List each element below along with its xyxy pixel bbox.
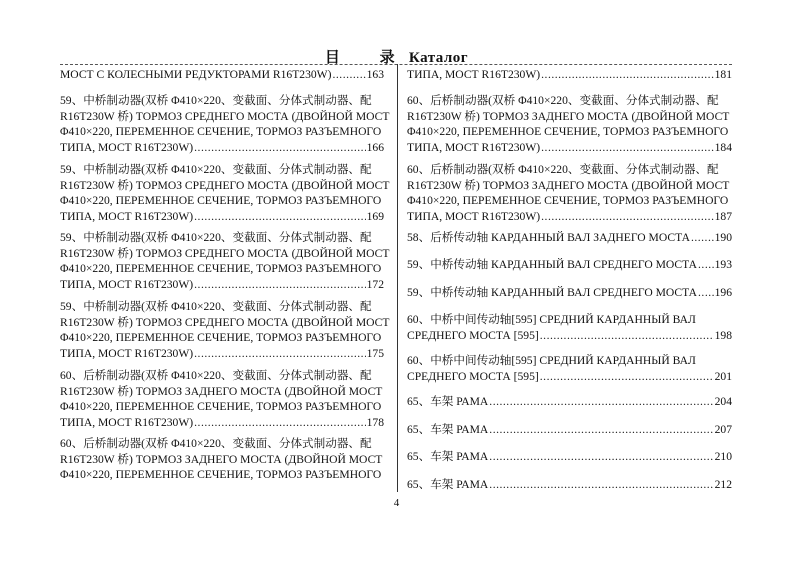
toc-entry[interactable] — [60, 67, 384, 83]
toc-entry-text: ТИПА, МОСТ R16T230W) — [407, 140, 541, 154]
toc-entry-line: 60、后桥制动器(双桥 Φ410×220、变截面、分体式制动器、配 — [407, 163, 719, 176]
toc-entry[interactable] — [407, 394, 732, 410]
toc-entry-line: 60、后桥制动器(双桥 Φ410×220、变截面、分体式制动器、配 — [60, 369, 372, 382]
dot-leader — [194, 415, 365, 431]
toc-page-number: 184 — [714, 140, 732, 154]
dot-leader — [489, 477, 713, 493]
toc-entry[interactable] — [60, 162, 390, 224]
toc-entry[interactable] — [60, 299, 390, 361]
dot-leader — [540, 328, 714, 344]
toc-entry[interactable] — [407, 162, 732, 224]
toc-entry-line: Φ410×220, ПЕРЕМЕННОЕ СЕЧЕНИЕ, ТОРМОЗ РАЗЪЕМНОГО — [407, 125, 729, 138]
toc-entry-line: 60、中桥中间传动轴[595] СРЕДНИЙ КАРДАННЫЙ ВАЛ — [407, 313, 696, 326]
toc-page-number: 210 — [714, 450, 732, 463]
toc-page-number: 178 — [366, 415, 384, 429]
toc-entry-text: СРЕДНЕГО МОСТА [595] — [407, 328, 539, 342]
page-number: 4 — [393, 497, 400, 509]
toc-entry-line: Φ410×220, ПЕРЕМЕННОЕ СЕЧЕНИЕ, ТОРМОЗ РАЗЪЕМНОГО — [60, 400, 382, 413]
toc-page-number: 198 — [714, 328, 732, 342]
toc-entry[interactable] — [407, 449, 732, 465]
dot-leader — [489, 449, 713, 465]
toc-entry-line: R16T230W 桥) ТОРМОЗ ЗАДНЕГО МОСТА (ДВОЙНОЙ МОСТ — [60, 452, 383, 466]
toc-entry[interactable] — [60, 368, 384, 430]
toc-entry-text: ТИПА, МОСТ R16T230W) — [60, 277, 194, 291]
toc-entry-last-line — [407, 140, 732, 156]
toc-entry-line: R16T230W 桥) ТОРМОЗ СРЕДНЕГО МОСТА (ДВОЙНОЙ МОСТ — [60, 315, 390, 329]
toc-entry-last-line — [60, 277, 384, 293]
dot-leader — [194, 209, 365, 225]
title-russian: Каталог — [408, 50, 469, 66]
toc-page-number: 166 — [366, 140, 384, 154]
toc-entry-line: 59、中桥制动器(双桥 Φ410×220、变截面、分体式制动器、配 — [60, 231, 372, 244]
toc-entry-text: 65、车架 РАМА — [407, 450, 489, 463]
toc-page-number: 190 — [714, 231, 732, 244]
toc-entry[interactable] — [60, 93, 390, 155]
dot-leader — [541, 209, 713, 225]
toc-entry-line: R16T230W 桥) ТОРМОЗ ЗАДНЕГО МОСТА (ДВОЙНОЙ МОСТ — [60, 384, 383, 398]
toc-entry[interactable] — [407, 285, 732, 301]
toc-entry-line: 60、后桥制动器(双桥 Φ410×220、变截面、分体式制动器、配 — [407, 94, 719, 107]
toc-entry-last-line — [407, 477, 732, 493]
toc-entry-text: ТИПА, МОСТ R16T230W) — [60, 346, 194, 360]
toc-entry-last-line — [407, 285, 732, 301]
dot-leader — [489, 394, 713, 410]
dot-leader — [541, 67, 713, 83]
dot-leader — [194, 346, 365, 362]
dot-leader — [194, 140, 365, 156]
toc-entry-text: ТИПА, МОСТ R16T230W) — [407, 68, 541, 81]
toc-page-number: 212 — [714, 478, 732, 491]
dot-leader — [540, 369, 714, 385]
toc-page-number: 196 — [714, 286, 732, 299]
toc-entry-text: СРЕДНЕГО МОСТА [595] — [407, 369, 539, 383]
toc-entry[interactable] — [407, 422, 732, 438]
toc-entry[interactable] — [407, 93, 732, 155]
toc-entry-text: ТИПА, МОСТ R16T230W) — [60, 140, 194, 154]
toc-page-number: 181 — [714, 68, 732, 81]
toc-page-number: 204 — [714, 395, 732, 408]
toc-entry-text: ТИПА, МОСТ R16T230W) — [60, 209, 194, 223]
toc-entry-line: Φ410×220, ПЕРЕМЕННОЕ СЕЧЕНИЕ, ТОРМОЗ РАЗЪЕМНОГО — [60, 194, 382, 207]
toc-entry[interactable] — [60, 230, 390, 292]
toc-page-number: 187 — [714, 209, 732, 223]
toc-entry[interactable] — [407, 477, 732, 493]
toc-entry-last-line — [60, 346, 384, 362]
dot-leader — [541, 140, 713, 156]
toc-entry[interactable] — [407, 353, 732, 384]
toc-entry-line: Φ410×220, ПЕРЕМЕННОЕ СЕЧЕНИЕ, ТОРМОЗ РАЗЪЕМНОГО — [407, 194, 729, 207]
toc-entry-last-line — [407, 67, 732, 83]
dot-leader — [698, 285, 714, 301]
toc-entry-last-line — [407, 328, 732, 344]
toc-entry[interactable] — [407, 257, 732, 273]
toc-entry-last-line — [60, 140, 384, 156]
toc-entry-last-line — [407, 257, 732, 273]
toc-entry-last-line — [407, 422, 732, 438]
toc-entry[interactable] — [407, 312, 732, 343]
toc-entry-last-line — [60, 67, 384, 83]
toc-entry-line: Φ410×220, ПЕРЕМЕННОЕ СЕЧЕНИЕ, ТОРМОЗ РАЗЪЕМНОГО — [60, 125, 382, 138]
toc-page-number: 207 — [714, 423, 732, 436]
toc-entry-last-line — [60, 415, 384, 431]
toc-page-number: 163 — [366, 68, 384, 81]
toc-entry-text: 65、车架 РАМА — [407, 423, 489, 436]
toc-page-number: 172 — [366, 277, 384, 291]
column-divider — [397, 64, 398, 492]
title-chinese: 目 录 — [324, 50, 413, 66]
toc-entry-text: 58、后桥传动轴 КАРДАННЫЙ ВАЛ ЗАДНЕГО МОСТА — [407, 231, 690, 244]
toc-entry-text: ТИПА, МОСТ R16T230W) — [60, 415, 194, 429]
toc-entry-line: Φ410×220, ПЕРЕМЕННОЕ СЕЧЕНИЕ, ТОРМОЗ РАЗЪЕМНОГО — [60, 331, 382, 344]
toc-page-number: 169 — [366, 209, 384, 223]
toc-page-number: 175 — [366, 346, 384, 360]
toc-entry-text: 65、车架 РАМА — [407, 395, 489, 408]
toc-entry-last-line — [407, 369, 732, 385]
toc-entry-line: R16T230W 桥) ТОРМОЗ ЗАДНЕГО МОСТА (ДВОЙНОЙ МОСТ — [407, 109, 730, 123]
toc-entry[interactable] — [407, 67, 732, 83]
dot-leader — [691, 230, 714, 246]
toc-entry-last-line — [407, 394, 732, 410]
toc-entry-text: 59、中桥传动轴 КАРДАННЫЙ ВАЛ СРЕДНЕГО МОСТА — [407, 258, 698, 271]
toc-entry-text: МОСТ С КОЛЕСНЫМИ РЕДУКТОРАМИ R16T230W) — [60, 68, 332, 81]
toc-entry-line: 59、中桥制动器(双桥 Φ410×220、变截面、分体式制动器、配 — [60, 94, 372, 107]
toc-entry-text: 65、车架 РАМА — [407, 478, 489, 491]
toc-entry-last-line — [407, 230, 732, 246]
header-dashed-rule — [60, 64, 732, 65]
toc-entry-last-line — [60, 209, 384, 225]
toc-page-number: 201 — [714, 369, 732, 383]
toc-entry[interactable] — [407, 230, 732, 246]
toc-entry-text: ТИПА, МОСТ R16T230W) — [407, 209, 541, 223]
toc-page-number: 193 — [714, 258, 732, 271]
toc-entry[interactable] — [60, 436, 384, 483]
toc-entry-last-line — [407, 449, 732, 465]
toc-entry-line: R16T230W 桥) ТОРМОЗ ЗАДНЕГО МОСТА (ДВОЙНОЙ МОСТ — [407, 178, 730, 192]
toc-entry-line: Φ410×220, ПЕРЕМЕННОЕ СЕЧЕНИЕ, ТОРМОЗ РАЗЪЕМНОГО — [60, 468, 382, 481]
toc-entry-line: 59、中桥制动器(双桥 Φ410×220、变截面、分体式制动器、配 — [60, 163, 372, 176]
dot-leader — [333, 67, 366, 83]
dot-leader — [489, 422, 713, 438]
dot-leader — [698, 257, 714, 273]
toc-entry-line: R16T230W 桥) ТОРМОЗ СРЕДНЕГО МОСТА (ДВОЙНОЙ МОСТ — [60, 246, 390, 260]
toc-entry-line: R16T230W 桥) ТОРМОЗ СРЕДНЕГО МОСТА (ДВОЙНОЙ МОСТ — [60, 178, 390, 192]
toc-entry-line: 60、后桥制动器(双桥 Φ410×220、变截面、分体式制动器、配 — [60, 437, 372, 450]
toc-entry-last-line — [407, 209, 732, 225]
dot-leader — [194, 277, 365, 293]
toc-entry-line: Φ410×220, ПЕРЕМЕННОЕ СЕЧЕНИЕ, ТОРМОЗ РАЗЪЕМНОГО — [60, 262, 382, 275]
toc-entry-line: 60、中桥中间传动轴[595] СРЕДНИЙ КАРДАННЫЙ ВАЛ — [407, 354, 696, 367]
toc-entry-line: R16T230W 桥) ТОРМОЗ СРЕДНЕГО МОСТА (ДВОЙНОЙ МОСТ — [60, 109, 390, 123]
toc-entry-line: 59、中桥制动器(双桥 Φ410×220、变截面、分体式制动器、配 — [60, 300, 372, 313]
toc-entry-text: 59、中桥传动轴 КАРДАННЫЙ ВАЛ СРЕДНЕГО МОСТА — [407, 286, 698, 299]
